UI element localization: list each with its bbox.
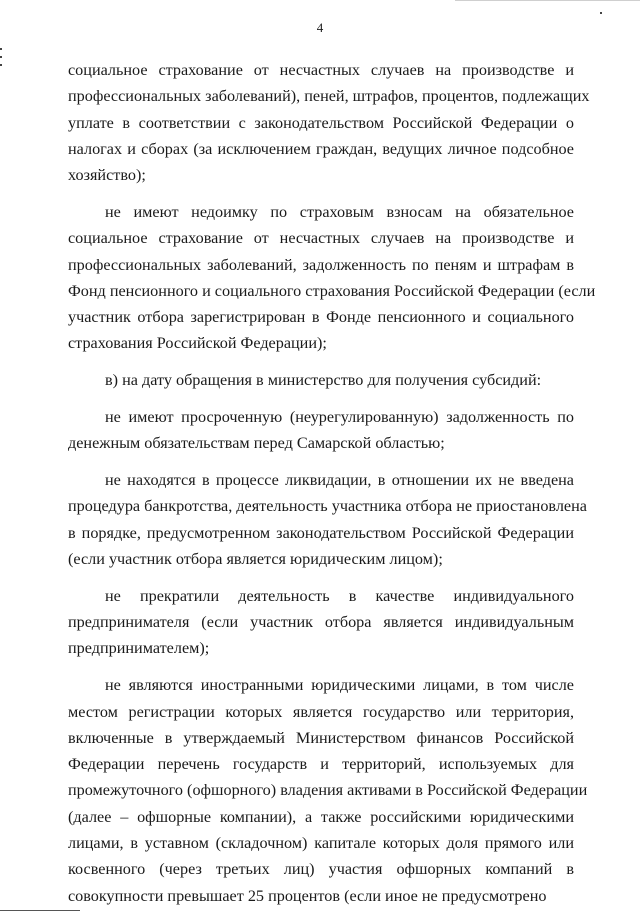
text-line: (если участник отбора является юридическим лицом); xyxy=(68,550,443,569)
text-line: профессиональных заболеваний), пеней, штрафов, процентов, подлежащих xyxy=(68,87,590,106)
paragraph xyxy=(68,672,588,909)
scan-edge-line xyxy=(455,0,640,1)
text-line: промежуточного (офшорного) владения активами в Российской Федерации xyxy=(68,781,588,800)
scan-edge-mark xyxy=(0,48,2,50)
paragraph xyxy=(68,367,574,393)
paragraph xyxy=(68,404,574,457)
text-line: косвенного (через третьих лиц) участия офшорных компаний в xyxy=(68,860,574,879)
text-line: Федерации перечень государств и территорий, используемых для xyxy=(68,755,574,774)
document-body xyxy=(68,57,596,919)
paragraph xyxy=(68,467,587,572)
text-line: лицами, в уставном (складочном) капитале которых доля прямого или xyxy=(68,834,574,853)
paragraph xyxy=(68,57,590,188)
paragraph xyxy=(68,199,596,357)
text-line: социальное страхование от несчастных случаев на производстве и xyxy=(68,61,574,79)
text-line: не прекратили деятельность в качестве индивидуального xyxy=(105,586,574,605)
text-line: процедура банкротства, деятельность участника отбора не приостановлена xyxy=(68,497,587,516)
text-line: не имеют просроченную (неурегулированную) задолженность по xyxy=(105,408,574,427)
scan-edge-mark xyxy=(600,12,602,14)
text-line: совокупности превышает 25 процентов (если иное не предусмотрено xyxy=(68,886,547,905)
page-number: 4 xyxy=(316,20,324,35)
scan-edge-mark xyxy=(0,56,2,58)
text-line: профессиональных заболеваний, задолженность по пеням и штрафам в xyxy=(68,255,574,274)
text-line: предпринимателя (если участник отбора является индивидуальным xyxy=(68,613,574,632)
scan-edge-mark xyxy=(0,64,2,66)
text-line: участник отбора зарегистрирован в Фонде пенсионного и социального xyxy=(68,308,574,327)
text-line: налогах и сборах (за исключением граждан, ведущих личное подсобное xyxy=(68,139,574,158)
text-line: включенные в утверждаемый Министерством финансов Российской xyxy=(68,728,574,747)
text-line: (далее – офшорные компании), а также российскими юридическими xyxy=(68,807,574,826)
text-line: предпринимателем); xyxy=(68,639,210,658)
text-line: страхования Российской Федерации); xyxy=(68,334,327,353)
text-line: местом регистрации которых является государство или территория, xyxy=(68,702,574,721)
text-line: уплате в соответствии с законодательством Российской Федерации о xyxy=(68,113,574,132)
text-line: Фонд пенсионного и социального страхования Российской Федерации (если xyxy=(68,281,596,300)
text-line: в порядке, предусмотренном законодательством Российской Федерации xyxy=(68,523,574,542)
text-line: не находятся в процессе ликвидации, в отношении их не введена xyxy=(105,471,574,490)
paragraph xyxy=(68,583,574,662)
text-line: не имеют недоимку по страховым взносам на обязательное xyxy=(105,202,574,221)
text-line: социальное страхование от несчастных случаев на производстве и xyxy=(68,229,574,248)
text-line: не являются иностранными юридическими лицами, в том числе xyxy=(105,676,574,695)
text-line: в) на дату обращения в министерство для получения субсидий: xyxy=(105,371,542,390)
text-line: хозяйство); xyxy=(68,166,146,185)
text-line: денежным обязательствам перед Самарской областью; xyxy=(68,434,445,453)
